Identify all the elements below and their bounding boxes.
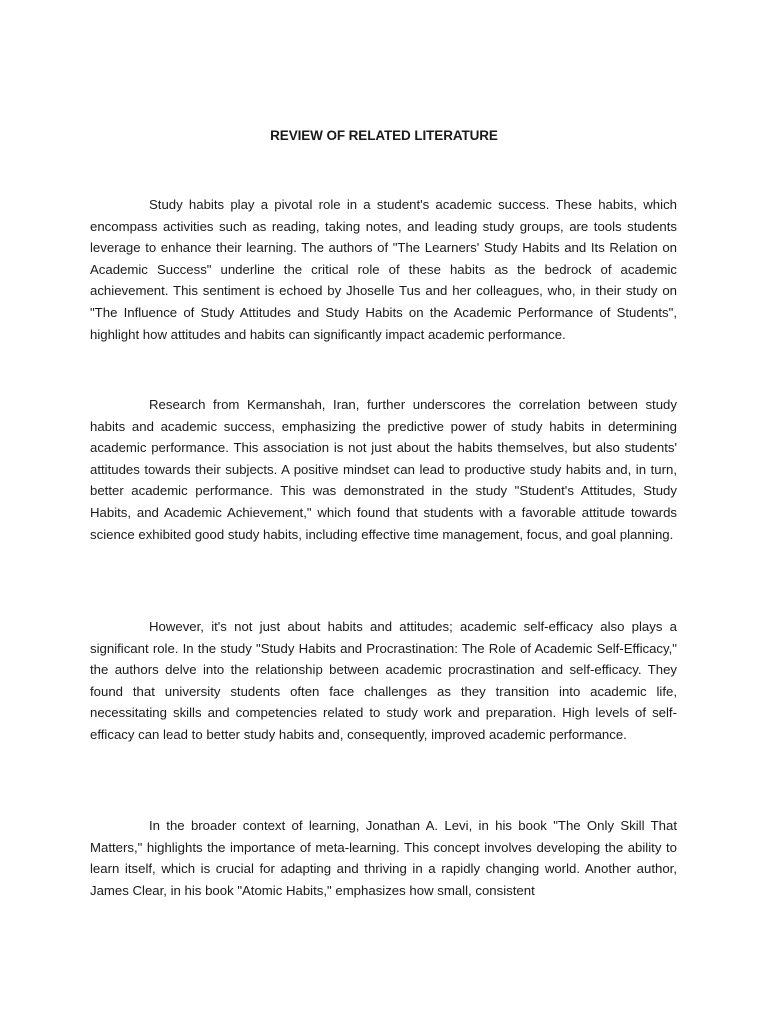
paragraph-4: In the broader context of learning, Jonathan A. Levi, in his book "The Only Skill That Matters," highlights the importance of meta-learning. This concept involves developing the ability to learn itself, which is crucial for adapting and thriving in a rapidly changing world. Another author, James Clear, in his book "Atomic Habits," emphasizes how small, consistent — [90, 818, 677, 898]
document-title: REVIEW OF RELATED LITERATURE — [270, 128, 498, 143]
paragraph-2: Research from Kermanshah, Iran, further underscores the correlation between study habits and academic success, emphasizing the predictive power of study habits in determining academic performance. This association is not just about the habits themselves, but also students' attitudes towards their subjects. A positive mindset can lead to productive study habits and, in turn, better academic performance. This was demonstrated in the study "Student's Attitudes, Study Habits, and Academic Achievement," which found that students with a favorable attitude towards science exhibited good study habits, including effective time management, focus, and goal planning. — [90, 397, 677, 542]
paragraph-3: However, it's not just about habits and attitudes; academic self-efficacy also plays a significant role. In the study "Study Habits and Procrastination: The Role of Academic Self-Efficacy," the authors delve into the relationship between academic procrastination and self-efficacy. They found that university students often face challenges as they transition into academic life, necessitating skills and competencies related to study work and preparation. High levels of self-efficacy can lead to better study habits and, consequently, improved academic performance. — [90, 619, 677, 742]
paragraph-1: Study habits play a pivotal role in a student's academic success. These habits, which encompass activities such as reading, taking notes, and leading study groups, are tools students leverage to enhance their learning. The authors of "The Learners' Study Habits and Its Relation on Academic Success" underline the critical role of these habits as the bedrock of academic achievement. This sentiment is echoed by Jhoselle Tus and her colleagues, who, in their study on "The Influence of Study Attitudes and Study Habits on the Academic Performance of Students", highlight how attitudes and habits can significantly impact academic performance. — [90, 197, 677, 342]
